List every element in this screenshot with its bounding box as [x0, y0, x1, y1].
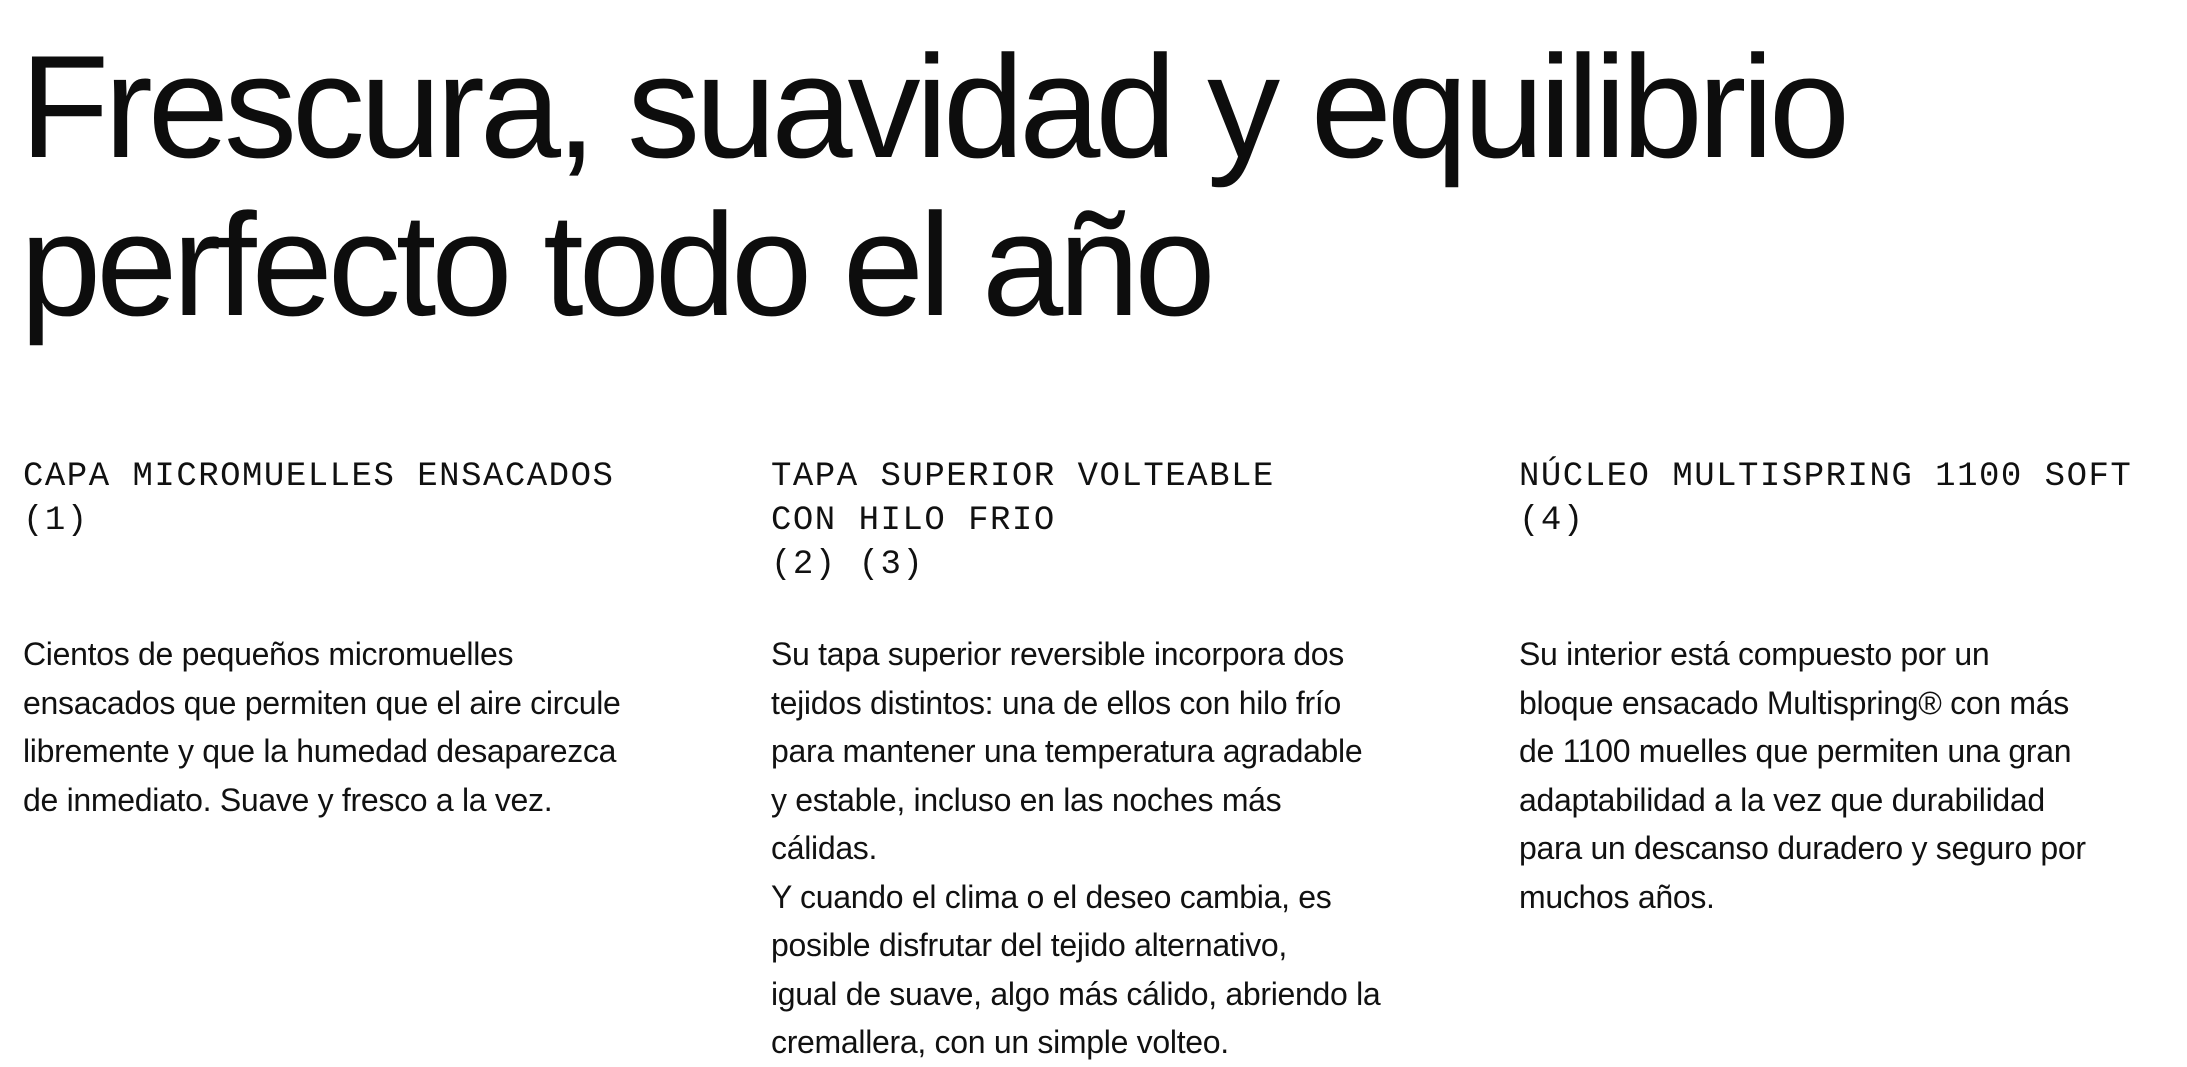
- feature-title-line: (2) (3): [771, 546, 925, 584]
- feature-description-line: y estable, incluso en las noches más: [771, 781, 1282, 818]
- feature-description-line: de inmediato. Suave y fresco a la vez.: [23, 781, 553, 818]
- feature-description-line: posible disfrutar del tejido alternativo,: [771, 927, 1287, 963]
- feature-description-line: Cientos de pequeños micromuelles: [23, 636, 514, 672]
- feature-micromuelles: [23, 455, 723, 818]
- feature-tapa-superior: [771, 455, 1471, 1060]
- feature-description-line: para un descanso duradero y seguro por: [1519, 830, 2086, 866]
- feature-description-line: tejidos distintos: una de ellos con hilo frío: [771, 684, 1341, 721]
- feature-description-line: para mantener una temperatura agradable: [771, 733, 1363, 769]
- feature-nucleo-multispring: [1519, 455, 2187, 915]
- feature-description-line: Y cuando el clima o el deseo cambia, es: [771, 878, 1332, 915]
- feature-title-line: CAPA MICROMUELLES ENSACADOS: [23, 458, 615, 496]
- headline: [20, 25, 2120, 346]
- feature-description-line: cálidas.: [771, 830, 878, 866]
- feature-title-line: CON HILO FRIO: [771, 502, 1056, 540]
- feature-title: [23, 455, 723, 543]
- feature-description-line: bloque ensacado Multispring® con más: [1519, 684, 2069, 721]
- feature-description-line: adaptabilidad a la vez que durabilidad: [1519, 781, 2045, 818]
- feature-title: [771, 455, 1471, 587]
- feature-description-line: cremallera, con un simple volteo.: [771, 1024, 1229, 1060]
- feature-description-line: Su tapa superior reversible incorpora dos: [771, 636, 1344, 672]
- headline-line: perfecto todo el año: [20, 183, 1211, 346]
- feature-description-line: Su interior está compuesto por un: [1519, 636, 1990, 672]
- feature-description: [23, 630, 723, 824]
- feature-title-line: TAPA SUPERIOR VOLTEABLE: [771, 458, 1275, 496]
- feature-description-line: libremente y que la humedad desaparezca: [23, 733, 617, 769]
- feature-description-line: de 1100 muelles que permiten una gran: [1519, 733, 2072, 769]
- feature-title-line: (4): [1519, 502, 1585, 540]
- feature-description-line: muchos años.: [1519, 878, 1715, 915]
- headline-line: Frescura, suavidad y equilibrio: [20, 25, 1846, 188]
- feature-description: [1519, 630, 2187, 921]
- feature-title-line: NÚCLEO MULTISPRING 1100 SOFT: [1519, 458, 2133, 496]
- feature-description-line: ensacados que permiten que el aire circule: [23, 684, 621, 721]
- feature-title-line: (1): [23, 502, 89, 540]
- feature-description-line: igual de suave, algo más cálido, abriendo la: [771, 975, 1381, 1012]
- feature-title: [1519, 455, 2187, 543]
- feature-description: [771, 630, 1471, 1067]
